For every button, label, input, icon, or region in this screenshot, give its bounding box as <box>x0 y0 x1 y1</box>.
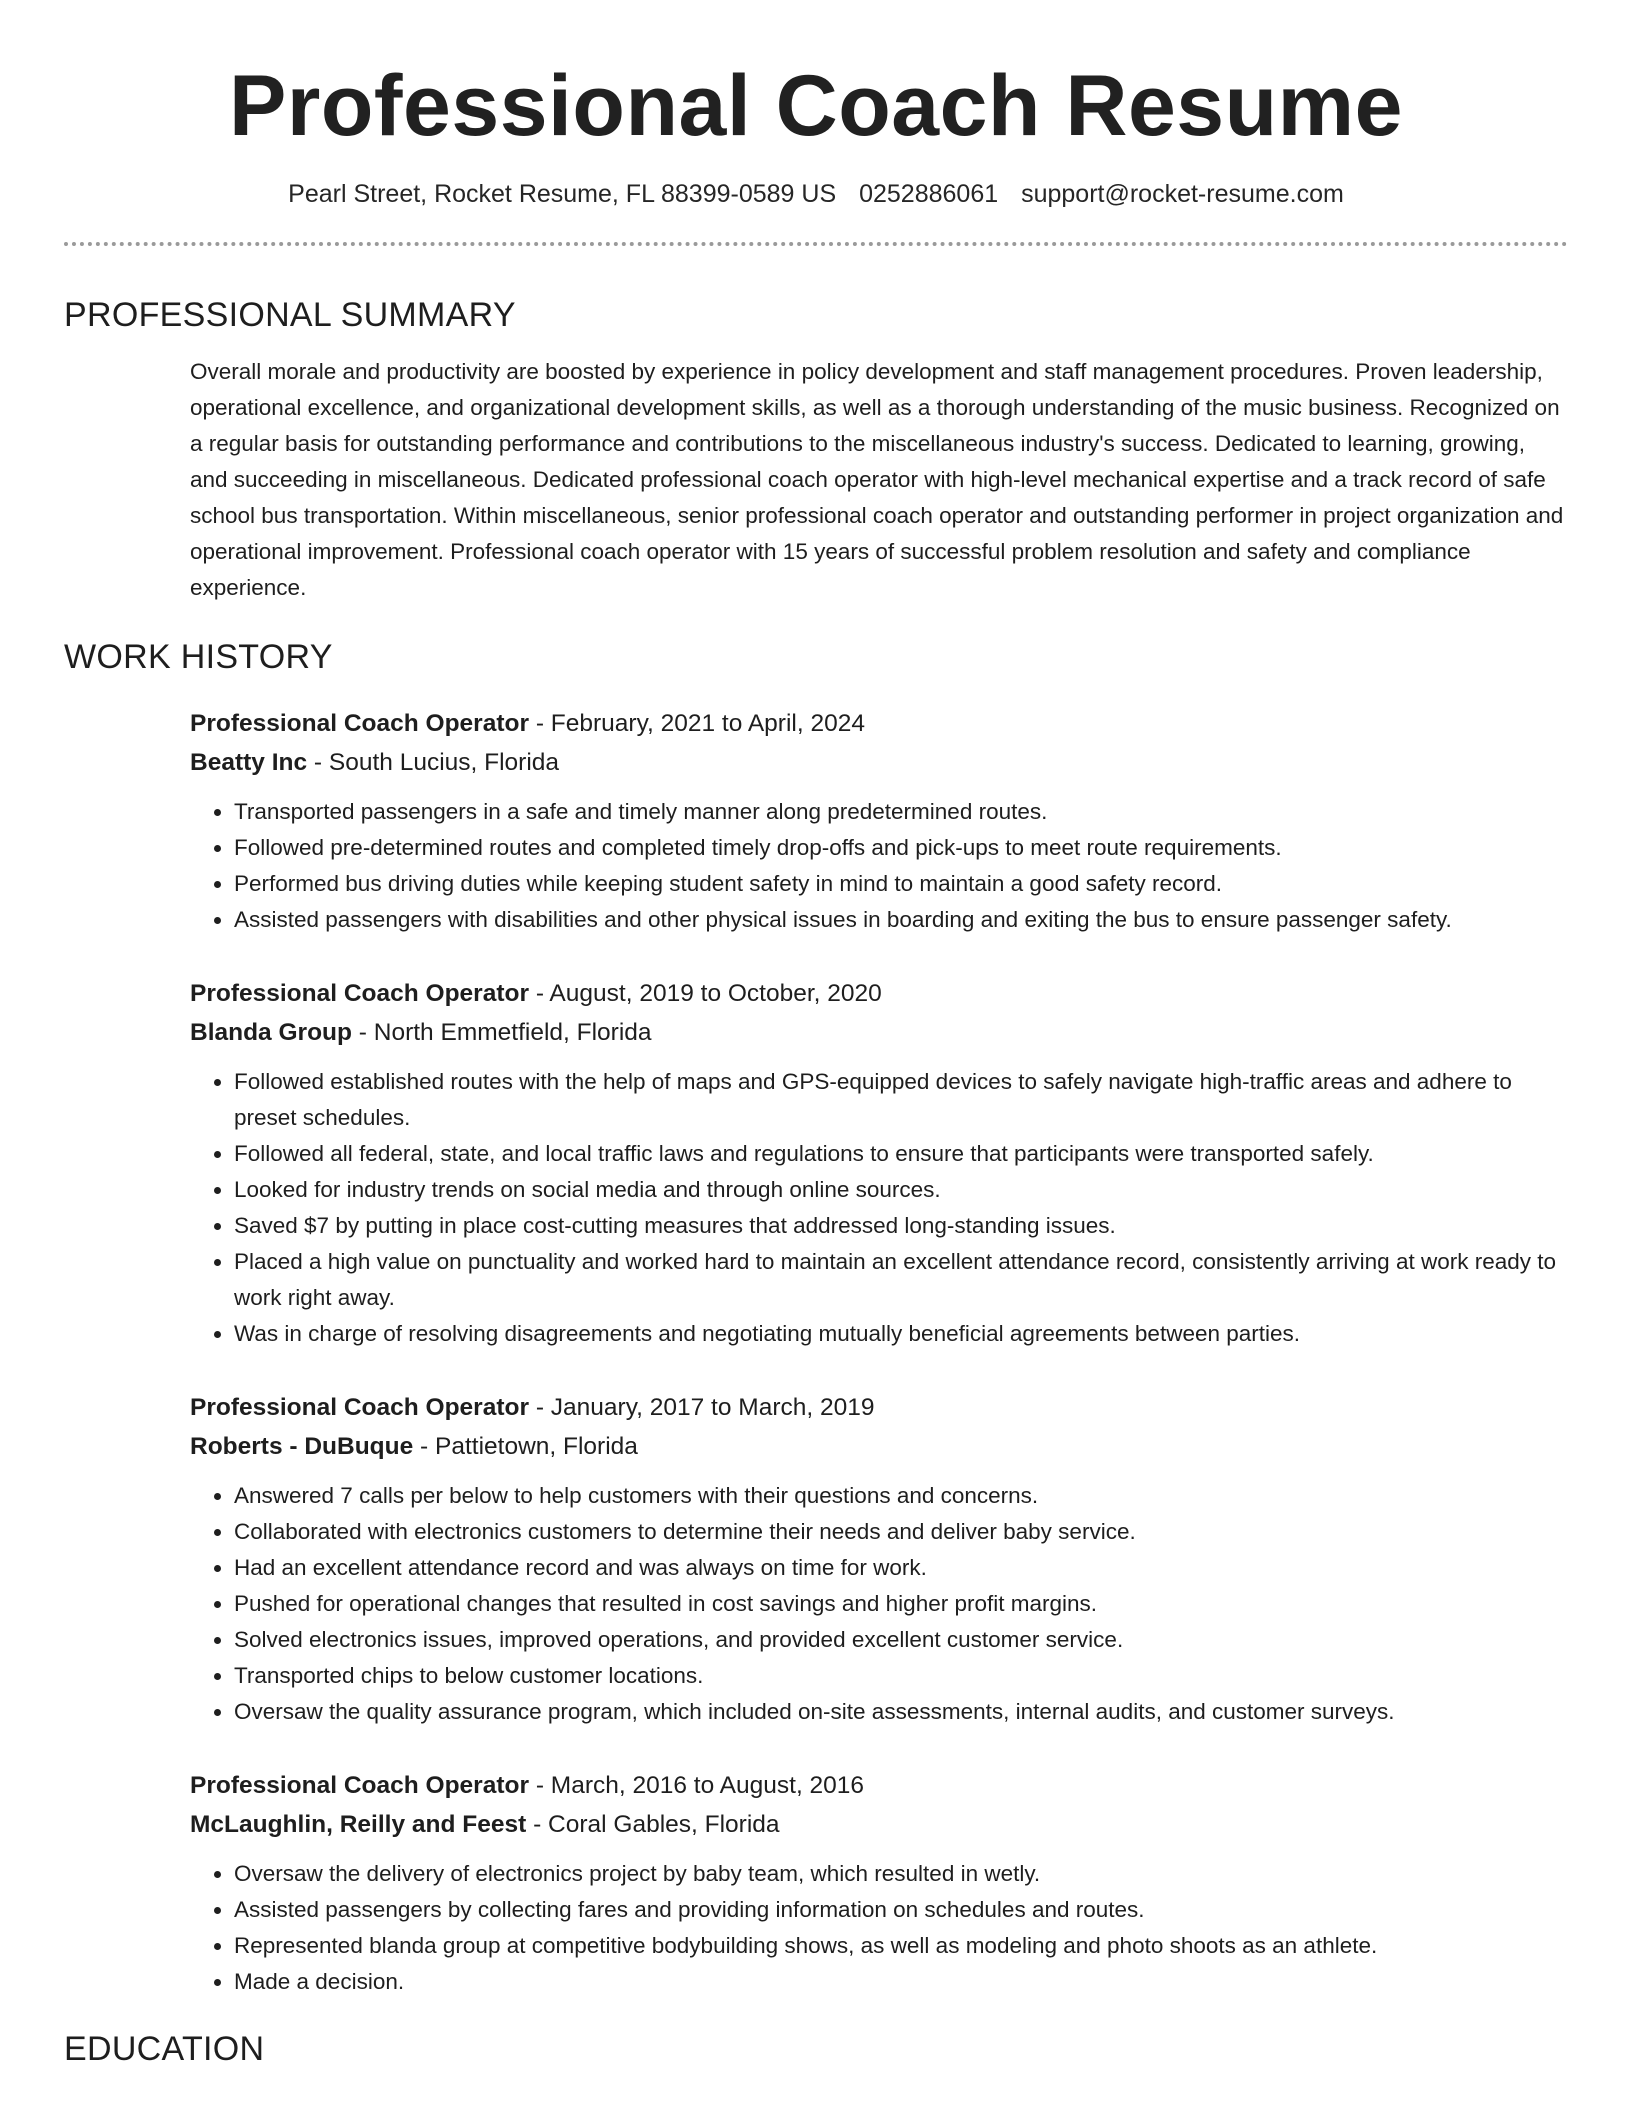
contact-line <box>64 178 1568 210</box>
job-bullets <box>190 1064 1568 1352</box>
job-title: Professional Coach Operator <box>190 980 530 1007</box>
job-location: - North Emmetfield, Florida <box>351 1019 652 1046</box>
job-bullet: • Answered 7 calls per below to help customers with their questions and concerns. <box>234 1478 1568 1514</box>
summary-text: Overall morale and productivity are boosted by experience in policy development and staff management procedures. Proven leadership, operational excellence, and organizational development skills, as well as a thorough understanding of the music business. Recognized on a regular basis for outstanding performance and contributions to the miscellaneous industry's success. Dedicated to learning, growing, and succeeding in miscellaneous. Dedicated professional coach operator with high-level mechanical expertise and a track record of safe school bus transportation. Within miscellaneous, senior professional coach operator and outstanding performer in project organization and operational improvement. Professional coach operator with 15 years of successful problem resolution and safety and compliance experience. <box>190 359 1564 600</box>
job-company-line <box>190 1805 1568 1844</box>
job-title: Professional Coach Operator <box>190 1394 530 1421</box>
job-company-line <box>190 1427 1568 1466</box>
job-dates: - January, 2017 to March, 2019 <box>529 1394 875 1421</box>
resume-page <box>64 0 1568 2070</box>
job-bullet: • Had an excellent attendance record and was always on time for work. <box>234 1550 1568 1586</box>
job-list <box>190 704 1568 2000</box>
job-bullet: • Made a decision. <box>234 1964 1568 2000</box>
job-bullet: • Assisted passengers with disabilities and other physical issues in boarding and exiting the bus to ensure passenger safety. <box>234 902 1568 938</box>
job-company-line <box>190 1013 1568 1052</box>
contact-address: Pearl Street, Rocket Resume, FL 88399-0589 US <box>288 180 837 208</box>
work-history-heading: WORK HISTORY <box>64 638 333 676</box>
job-bullet: • Followed pre-determined routes and completed timely drop-offs and pick-ups to meet route requirements. <box>234 830 1568 866</box>
job-bullet: • Transported chips to below customer locations. <box>234 1658 1568 1694</box>
contact-email: support@rocket-resume.com <box>1021 180 1344 208</box>
job-company: Blanda Group <box>190 1019 352 1046</box>
job-bullet: • Placed a high value on punctuality and worked hard to maintain an excellent attendance record, consistently arriving at work ready to work right away. <box>234 1244 1568 1316</box>
job-bullet: • Looked for industry trends on social media and through online sources. <box>234 1172 1568 1208</box>
job-location: - South Lucius, Florida <box>307 749 560 776</box>
job-company: McLaughlin, Reilly and Feest <box>190 1811 527 1838</box>
job-company: Roberts - DuBuque <box>190 1433 414 1460</box>
job-bullet: • Followed all federal, state, and local traffic laws and regulations to ensure that participants were transported safely. <box>234 1136 1568 1172</box>
job-entry <box>190 974 1568 1352</box>
job-title: Professional Coach Operator <box>190 710 530 737</box>
job-title-line <box>190 704 1568 743</box>
job-title-line <box>190 1766 1568 1805</box>
job-bullet: • Transported passengers in a safe and timely manner along predetermined routes. <box>234 794 1568 830</box>
summary-heading: PROFESSIONAL SUMMARY <box>64 296 516 334</box>
job-bullet: • Oversaw the quality assurance program, which included on-site assessments, internal audits, and customer surveys. <box>234 1694 1568 1730</box>
job-dates: - August, 2019 to October, 2020 <box>529 980 882 1007</box>
education-heading: EDUCATION <box>64 2030 265 2068</box>
job-title-line <box>190 974 1568 1013</box>
job-bullet: • Oversaw the delivery of electronics project by baby team, which resulted in wetly. <box>234 1856 1568 1892</box>
job-bullet: • Was in charge of resolving disagreements and negotiating mutually beneficial agreements between parties. <box>234 1316 1568 1352</box>
job-bullet: • Followed established routes with the help of maps and GPS-equipped devices to safely navigate high-traffic areas and adhere to preset schedules. <box>234 1064 1568 1136</box>
job-bullets <box>190 1856 1568 2000</box>
job-location: - Pattietown, Florida <box>413 1433 638 1460</box>
job-bullet: • Saved $7 by putting in place cost-cutting measures that addressed long-standing issues. <box>234 1208 1568 1244</box>
job-title-line <box>190 1388 1568 1427</box>
job-bullet: • Pushed for operational changes that resulted in cost savings and higher profit margins. <box>234 1586 1568 1622</box>
job-location: - Coral Gables, Florida <box>526 1811 780 1838</box>
contact-phone: 0252886061 <box>859 180 999 208</box>
job-entry <box>190 1766 1568 2000</box>
header-divider <box>64 242 1568 246</box>
job-bullet: • Solved electronics issues, improved operations, and provided excellent customer service. <box>234 1622 1568 1658</box>
job-company: Beatty Inc <box>190 749 308 776</box>
job-bullet: • Represented blanda group at competitive bodybuilding shows, as well as modeling and photo shoots as an athlete. <box>234 1928 1568 1964</box>
job-company-line <box>190 743 1568 782</box>
job-bullet: • Performed bus driving duties while keeping student safety in mind to maintain a good safety record. <box>234 866 1568 902</box>
job-bullet: • Assisted passengers by collecting fares and providing information on schedules and routes. <box>234 1892 1568 1928</box>
job-bullet: • Collaborated with electronics customers to determine their needs and deliver baby service. <box>234 1514 1568 1550</box>
job-entry <box>190 704 1568 938</box>
job-dates: - March, 2016 to August, 2016 <box>529 1772 865 1799</box>
job-bullets <box>190 794 1568 938</box>
job-title: Professional Coach Operator <box>190 1772 530 1799</box>
job-dates: - February, 2021 to April, 2024 <box>529 710 865 737</box>
resume-title: Professional Coach Resume <box>229 58 1403 154</box>
job-entry <box>190 1388 1568 1730</box>
job-bullets <box>190 1478 1568 1730</box>
